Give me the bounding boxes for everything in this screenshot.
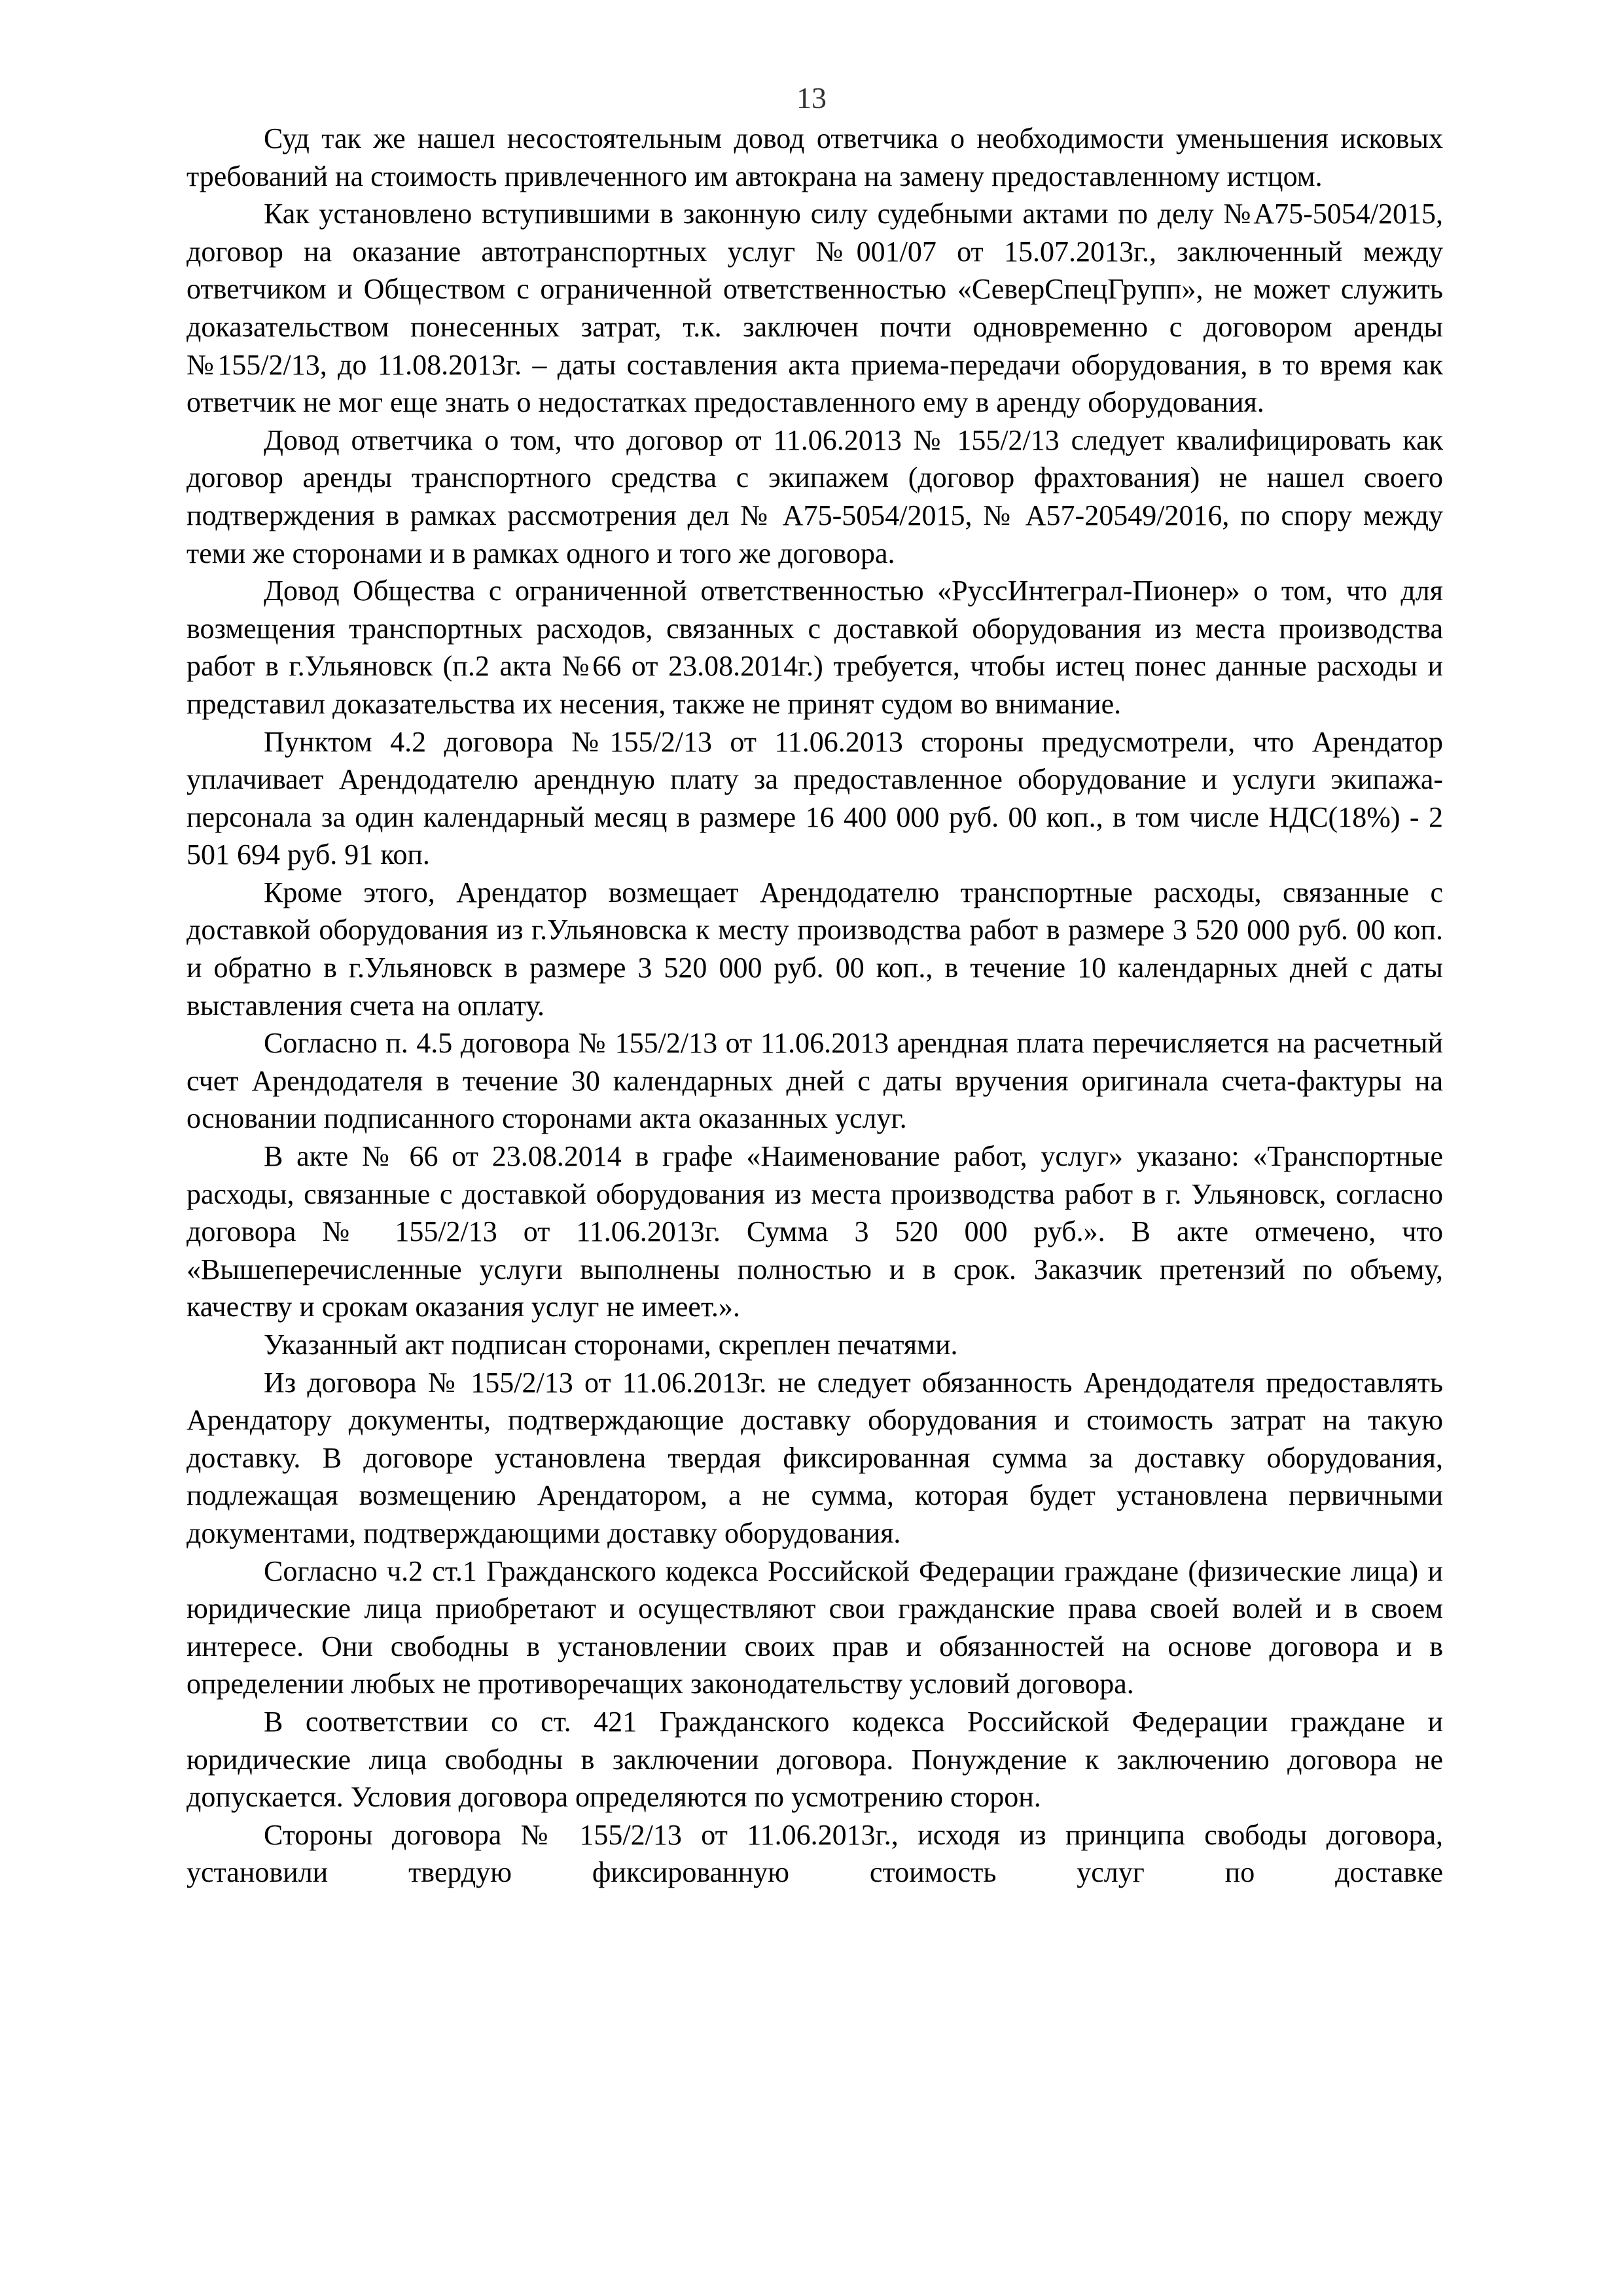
paragraph: Кроме этого, Арендатор возмещает Арендодателю транспортные расходы, связанные с доставкой оборудования из г.Ульяновска к месту производства работ в размере 3 520 000 руб. 00 коп. и обратно в г.Ульяновск в размере 3 520 000 руб. 00 коп., в течение 10 календарных дней с даты выставления счета на оплату.: [187, 876, 1443, 1022]
paragraph: Указанный акт подписан сторонами, скреплен печатями.: [264, 1329, 958, 1361]
page-number: 13: [796, 81, 827, 115]
paragraph: Как установлено вступившими в законную силу судебными актами по делу №А75-5054/2015, договор на оказание автотранспортных услуг №001/07 от 15.07.2013г., заключенный между ответчиком и Обществом с ограниченной ответственностью «СеверСпецГрупп», не может служить доказательством понесенных затрат, т.к. заключен почти одновременно с договором аренды №155/2/13, до 11.08.2013г. – даты составления акта приема-передачи оборудования, в то время как ответчик не мог еще знать о недостатках предоставленного ему в аренду оборудования.: [187, 198, 1443, 419]
paragraph: Из договора № 155/2/13 от 11.06.2013г. не следует обязанность Арендодателя предоставлять Арендатору документы, подтверждающие доставку оборудования и стоимость затрат на такую доставку. В договоре установлена твердая фиксированная сумма за доставку оборудования, подлежащая возмещению Арендатором, а не сумма, которая будет установлена первичными документами, подтверждающими доставку оборудования.: [187, 1366, 1443, 1549]
paragraph: Довод ответчика о том, что договор от 11.06.2013 № 155/2/13 следует квалифицировать как договор аренды транспортного средства с экипажем (договор фрахтования) не нашел своего подтверждения в рамках рассмотрения дел № А75-5054/2015, № А57-20549/2016, по спору между теми же сторонами и в рамках одного и того же договора.: [187, 423, 1443, 569]
paragraph: Стороны договора № 155/2/13 от 11.06.2013г., исходя из принципа свободы договора, установили твердую фиксированную стоимость услуг по доставке: [187, 1818, 1443, 1889]
paragraph: Довод Общества с ограниченной ответственностью «РуссИнтеграл-Пионер» о том, что для возмещения транспортных расходов, связанных с доставкой оборудования из места производства работ в г.Ульяновск (п.2 акта №66 от 23.08.2014г.) требуется, чтобы истец понес данные расходы и представил доказательства их несения, также не принят судом во внимание.: [187, 575, 1443, 720]
paragraph: В соответствии со ст. 421 Гражданского кодекса Российской Федерации граждане и юридические лица свободны в заключении договора. Понуждение к заключению договора не допускается. Условия договора определяются по усмотрению сторон.: [187, 1705, 1443, 1814]
paragraph: Пунктом 4.2 договора №155/2/13 от 11.06.2013 стороны предусмотрели, что Арендатор уплачивает Арендодателю арендную плату за предоставленное оборудование и услуги экипажа-персонала за один календарный месяц в размере 16 400 000 руб. 00 коп., в том числе НДС(18%) - 2 501 694 руб. 91 коп.: [187, 725, 1443, 871]
paragraph: Согласно п. 4.5 договора № 155/2/13 от 11.06.2013 арендная плата перечисляется на расчетный счет Арендодателя в течение 30 календарных дней с даты вручения оригинала счета-фактуры на основании подписанного сторонами акта оказанных услуг.: [187, 1027, 1443, 1135]
document-body: [187, 120, 1443, 1892]
paragraph: В акте № 66 от 23.08.2014 в графе «Наименование работ, услуг» указано: «Транспортные расходы, связанные с доставкой оборудования из места производства работ в г. Ульяновск, согласно договора № 155/2/13 от 11.06.2013г. Сумма 3 520 000 руб.». В акте отмечено, что «Вышеперечисленные услуги выполнены полностью и в срок. Заказчик претензий по объему, качеству и срокам оказания услуг не имеет.».: [187, 1140, 1443, 1323]
paragraph: Суд так же нашел несостоятельным довод ответчика о необходимости уменьшения исковых требований на стоимость привлеченного им автокрана на замену предоставленному истцом.: [187, 122, 1443, 192]
paragraph: Согласно ч.2 ст.1 Гражданского кодекса Российской Федерации граждане (физические лица) и юридические лица приобретают и осуществляют свои гражданские права своей волей и в своем интересе. Они свободны в установлении своих прав и обязанностей на основе договора и в определении любых не противоречащих законодательству условий договора.: [187, 1554, 1443, 1700]
